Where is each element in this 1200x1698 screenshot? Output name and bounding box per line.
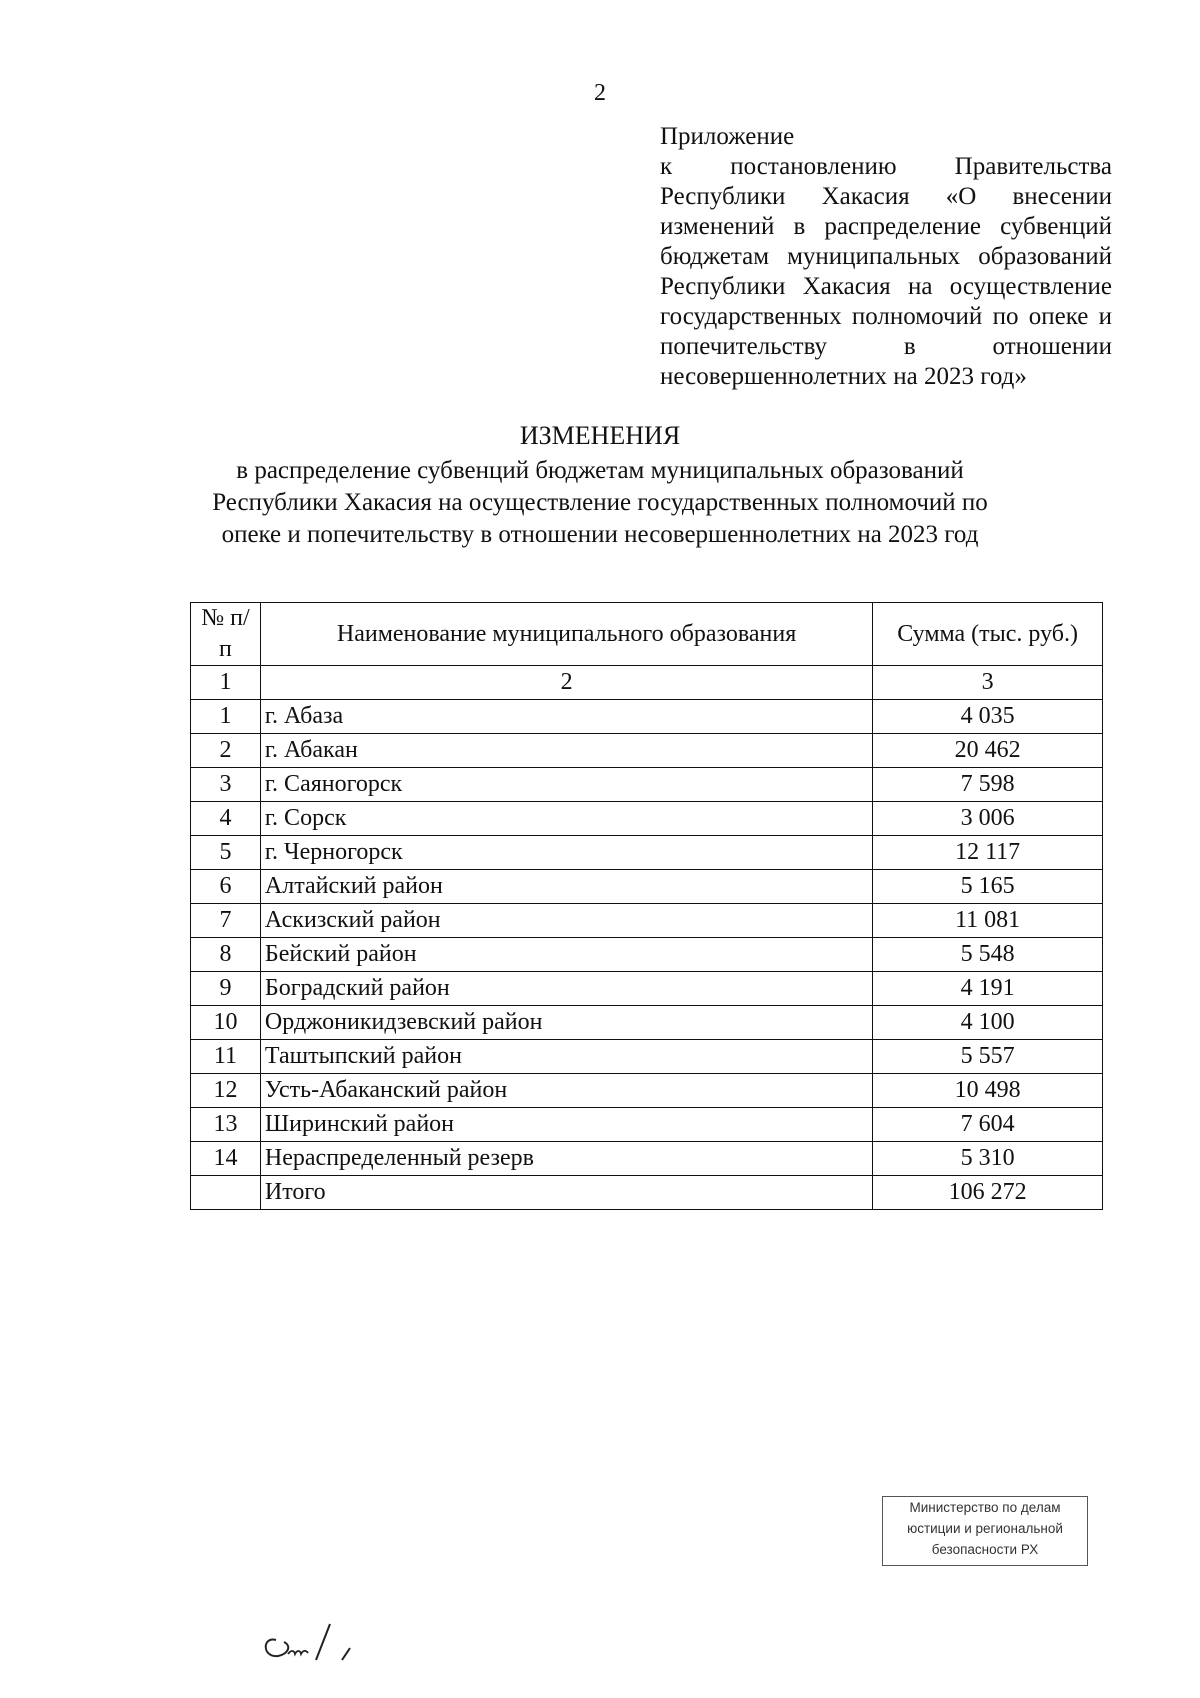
row-number: 5	[191, 836, 261, 870]
municipality-name: Алтайский район	[260, 870, 872, 904]
annex-block	[660, 122, 1112, 392]
table-row	[191, 836, 1103, 870]
municipality-name: г. Сорск	[260, 802, 872, 836]
municipality-name: Ширинский район	[260, 1108, 872, 1142]
municipality-name: Таштыпский район	[260, 1040, 872, 1074]
table-row	[191, 870, 1103, 904]
municipality-name: г. Черногорск	[260, 836, 872, 870]
amount: 5 548	[873, 938, 1103, 972]
total-number-cell	[191, 1176, 261, 1210]
table-column-numbers-row	[191, 666, 1103, 700]
column-number-1: 1	[191, 666, 261, 700]
municipality-name: Нераспределенный резерв	[260, 1142, 872, 1176]
row-number: 14	[191, 1142, 261, 1176]
handwritten-signature	[258, 1610, 368, 1670]
amount: 5 557	[873, 1040, 1103, 1074]
amount: 5 165	[873, 870, 1103, 904]
amount: 4 191	[873, 972, 1103, 1006]
table-row	[191, 972, 1103, 1006]
header-amount: Сумма (тыс. руб.)	[873, 603, 1103, 666]
municipality-name: г. Абакан	[260, 734, 872, 768]
row-number: 4	[191, 802, 261, 836]
row-number: 7	[191, 904, 261, 938]
table-header-row	[191, 603, 1103, 666]
header-number: № п/п	[191, 603, 261, 666]
table-row	[191, 700, 1103, 734]
column-number-3: 3	[873, 666, 1103, 700]
row-number: 12	[191, 1074, 261, 1108]
page-number: 2	[594, 80, 606, 106]
amount: 3 006	[873, 802, 1103, 836]
annex-title: Приложение	[660, 123, 795, 150]
stamp-line: Министерство по делам	[909, 1500, 1061, 1515]
column-number-2: 2	[260, 666, 872, 700]
row-number: 8	[191, 938, 261, 972]
stamp-line: безопасности РХ	[931, 1542, 1039, 1557]
amount: 5 310	[873, 1142, 1103, 1176]
municipality-name: Боградский район	[260, 972, 872, 1006]
table-row	[191, 904, 1103, 938]
municipality-name: г. Саяногорск	[260, 768, 872, 802]
row-number: 10	[191, 1006, 261, 1040]
row-number: 9	[191, 972, 261, 1006]
table-row	[191, 802, 1103, 836]
ministry-stamp	[882, 1496, 1088, 1566]
municipality-name: Усть-Абаканский район	[260, 1074, 872, 1108]
amount: 7 604	[873, 1108, 1103, 1142]
table-body	[191, 700, 1103, 1176]
table-row	[191, 938, 1103, 972]
amount: 4 100	[873, 1006, 1103, 1040]
total-label: Итого	[260, 1176, 872, 1210]
row-number: 11	[191, 1040, 261, 1074]
row-number: 13	[191, 1108, 261, 1142]
amount: 12 117	[873, 836, 1103, 870]
amount: 4 035	[873, 700, 1103, 734]
header-name: Наименование муниципального образования	[260, 603, 872, 666]
municipality-name: Орджоникидзевский район	[260, 1006, 872, 1040]
table-row	[191, 734, 1103, 768]
row-number: 6	[191, 870, 261, 904]
amount: 20 462	[873, 734, 1103, 768]
table-total-row	[191, 1176, 1103, 1210]
municipality-name: Аскизский район	[260, 904, 872, 938]
amount: 7 598	[873, 768, 1103, 802]
subventions-table	[190, 602, 1103, 1210]
document-subtitle: в распределение субвенций бюджетам муниципальных образований Республики Хакасия на осуществление государственных полномочий по опеке и попечительству в отношении несовершеннолетних на 2023 год	[212, 457, 988, 548]
row-number: 1	[191, 700, 261, 734]
table-row	[191, 768, 1103, 802]
stamp-line: юстиции и региональной	[907, 1521, 1063, 1536]
municipality-name: г. Абаза	[260, 700, 872, 734]
total-amount: 106 272	[873, 1176, 1103, 1210]
document-title: ИЗМЕНЕНИЯ	[519, 421, 681, 450]
table-row	[191, 1040, 1103, 1074]
table-row	[191, 1142, 1103, 1176]
table-row	[191, 1108, 1103, 1142]
table-row	[191, 1006, 1103, 1040]
amount: 10 498	[873, 1074, 1103, 1108]
annex-text: к постановлению Правительства Республики Хакасия «О внесении изменений в распределение субвенций бюджетам муниципальных образований Республики Хакасия на осуществление государственных полномочий по опеке и попечительству в отношении несовершеннолетних на 2023 год»	[660, 153, 1112, 390]
row-number: 2	[191, 734, 261, 768]
row-number: 3	[191, 768, 261, 802]
amount: 11 081	[873, 904, 1103, 938]
municipality-name: Бейский район	[260, 938, 872, 972]
table-row	[191, 1074, 1103, 1108]
